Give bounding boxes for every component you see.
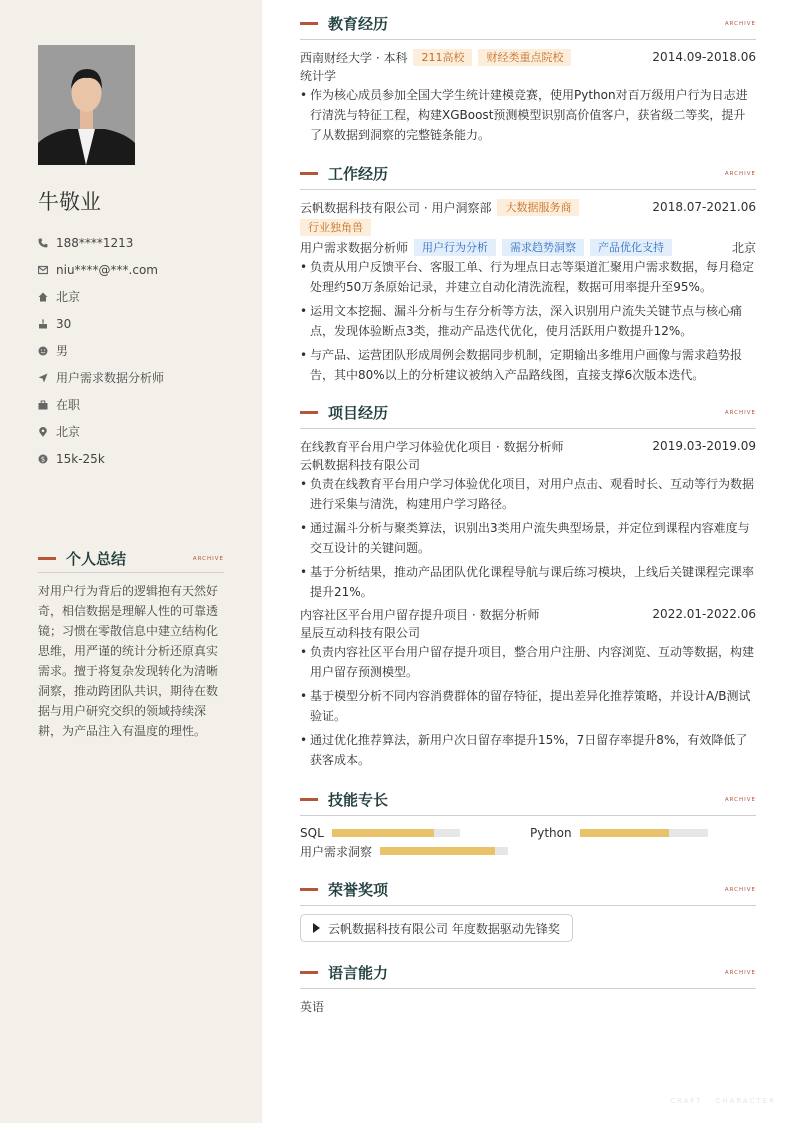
skill-level-fill <box>380 847 495 855</box>
work-section-header <box>300 158 756 190</box>
skill-bar <box>332 829 460 837</box>
education-entry <box>300 47 756 149</box>
home-row <box>38 283 164 310</box>
education-bullets <box>300 85 756 145</box>
play-icon <box>313 923 320 933</box>
projects-tag: ARCHIVE <box>724 409 756 416</box>
language-item: 英语 <box>300 1000 325 1014</box>
skill-level-fill <box>580 829 670 837</box>
role-badge: 用户行为分析 <box>414 239 496 256</box>
work-bullet: • 与产品、运营团队形成周例会数据同步机制，定期输出多维用户画像与需求趋势报告，其中80%以上的分析建议被纳入产品路线图，直接支撑6次版本迭代。 <box>300 345 756 385</box>
work-bullet: • 负责从用户反馈平台、客服工单、行为埋点日志等渠道汇聚用户需求数据，每月稳定处理约50万条原始记录，并建立自动化清洗流程，数据可用率提升至95%。 <box>300 257 756 297</box>
phone-value: 188****1213 <box>56 235 134 250</box>
watermark: CRAFT · CHARACTER <box>670 1097 776 1105</box>
skill-name: SQL <box>300 826 324 840</box>
work-bullet: • 运用文本挖掘、漏斗分析与生存分析等方法，深入识别用户流失关键节点与核心痛点，发现体验断点3类，推动产品迭代优化，使月活跃用户数提升12%。 <box>300 301 756 341</box>
awards-tag: ARCHIVE <box>724 886 756 893</box>
project-bullet: • 通过优化推荐算法，新用户次日留存率提升15%，7日留存率提升8%，有效降低了获客成本。 <box>300 730 756 770</box>
education-title: 教育经历 <box>328 15 389 33</box>
skill-item <box>530 825 708 841</box>
email-row <box>38 256 164 283</box>
section-accent-bar <box>300 411 318 414</box>
skill-name: Python <box>530 826 572 840</box>
education-section-header <box>300 8 756 40</box>
project-bullet: • 负责内容社区平台用户留存提升项目，整合用户注册、内容浏览、互动等数据，构建用户留存预测模型。 <box>300 642 756 682</box>
school-name: 西南财经大学 · 本科 <box>300 50 408 65</box>
status-value: 在职 <box>56 398 81 412</box>
project-name: 内容社区平台用户留存提升项目 · 数据分析师 <box>300 607 540 622</box>
project-bullet: • 负责在线教育平台用户学习体验优化项目，对用户点击、观看时长、互动等行为数据进行采集与清洗，构建用户学习路径。 <box>300 474 756 514</box>
skills-section-header <box>300 784 756 816</box>
section-accent-bar <box>300 22 318 25</box>
work-tag: ARCHIVE <box>724 170 756 177</box>
project-org: 云帆数据科技有限公司 <box>300 458 421 472</box>
project-name: 在线教育平台用户学习体验优化项目 · 数据分析师 <box>300 439 564 454</box>
section-accent-bar <box>300 172 318 175</box>
salary-icon <box>38 454 48 464</box>
awards-section-header <box>300 874 756 906</box>
skill-level-fill <box>332 829 434 837</box>
phone-icon <box>38 238 48 248</box>
position-row <box>38 364 164 391</box>
svg-text:$: $ <box>40 455 46 463</box>
project-bullet: • 基于模型分析不同内容消费群体的留存特征，提出差异化推荐策略，并设计A/B测试验证。 <box>300 686 756 726</box>
summary-tag: ARCHIVE <box>192 555 224 562</box>
major: 统计学 <box>300 69 337 83</box>
section-accent-bar <box>300 798 318 801</box>
work-bullets <box>300 257 756 385</box>
phone-row <box>38 229 164 256</box>
summary-title: 个人总结 <box>66 550 127 568</box>
skill-bar <box>380 847 508 855</box>
age-value: 30 <box>56 316 72 331</box>
email-icon <box>38 265 48 275</box>
awards-title: 荣誉奖项 <box>328 881 389 899</box>
salary-value: 15k-25k <box>56 451 105 466</box>
education-bullet: • 作为核心成员参加全国大学生统计建模竞赛，使用Python对百万级用户行为日志进行清洗与特征工程，构建XGBoost预测模型识别高价值客户，获省级二等奖，提升了从数据到洞察的完整链条能力。 <box>300 85 756 145</box>
project-org: 星辰互动科技有限公司 <box>300 626 421 640</box>
project-bullet: • 基于分析结果，推动产品团队优化课程导航与课后练习模块，上线后关键课程完课率提升21%。 <box>300 562 756 602</box>
company-name: 云帆数据科技有限公司 · 用户洞察部 <box>300 200 492 215</box>
award-item <box>300 914 573 942</box>
send-icon <box>38 373 48 383</box>
skill-item <box>300 825 460 841</box>
location-value: 北京 <box>56 425 81 439</box>
briefcase-icon <box>38 400 48 410</box>
project-date: 2019.03-2019.09 <box>652 439 756 453</box>
email-value: niu****@***.com <box>56 262 158 277</box>
skill-name: 用户需求洞察 <box>300 844 373 859</box>
section-accent-bar <box>300 971 318 974</box>
education-date: 2014.09-2018.06 <box>652 50 756 64</box>
company-badge: 大数据服务商 <box>497 199 579 216</box>
summary-text: 对用户行为背后的逻辑抱有天然好奇，相信数据是理解人性的可靠透镜；习惯在零散信息中建立结构化思维，用严谨的统计分析还原真实需求。擅于将复杂发现转化为清晰洞察，推动跨团队共识，期待在数据与用户研究交织的领域持续深耕，为产品注入有温度的理性。 <box>38 584 219 738</box>
summary-section-header <box>38 545 224 573</box>
job-role: 用户需求数据分析师 <box>300 240 409 255</box>
school-badge: 财经类重点院校 <box>478 49 571 66</box>
work-title: 工作经历 <box>328 165 389 183</box>
section-accent-bar <box>38 557 56 560</box>
skill-bar <box>580 829 708 837</box>
languages-title: 语言能力 <box>328 964 389 982</box>
company-badge: 行业独角兽 <box>300 219 371 236</box>
work-date: 2018.07-2021.06 <box>652 200 756 214</box>
skill-item <box>300 843 508 859</box>
projects-section-header <box>300 397 756 429</box>
school-badge: 211高校 <box>413 49 472 66</box>
role-badge: 需求趋势洞察 <box>502 239 584 256</box>
skills-tag: ARCHIVE <box>724 796 756 803</box>
section-accent-bar <box>300 888 318 891</box>
project-date: 2022.01-2022.06 <box>652 607 756 621</box>
contact-info <box>38 229 164 472</box>
location-row <box>38 418 164 445</box>
work-city: 北京 <box>731 240 756 255</box>
gender-row <box>38 337 164 364</box>
work-entry <box>300 197 756 389</box>
project-bullet: • 通过漏斗分析与聚类算法，识别出3类用户流失典型场景，并定位到课程内容难度与交互设计的关键问题。 <box>300 518 756 558</box>
age-row <box>38 310 164 337</box>
project-bullets <box>300 642 756 770</box>
languages-tag: ARCHIVE <box>724 969 756 976</box>
profile-photo <box>38 45 135 165</box>
projects-title: 项目经历 <box>328 404 389 422</box>
education-tag: ARCHIVE <box>724 20 756 27</box>
cake-icon <box>38 319 48 329</box>
home-icon <box>38 292 48 302</box>
skills-title: 技能专长 <box>328 791 389 809</box>
award-name: 云帆数据科技有限公司 年度数据驱动先锋奖 <box>328 921 560 936</box>
smile-icon <box>38 346 48 356</box>
gender-value: 男 <box>56 344 69 358</box>
project-bullets <box>300 474 756 602</box>
home-value: 北京 <box>56 290 81 304</box>
status-row <box>38 391 164 418</box>
project-entry <box>300 604 756 774</box>
position-value: 用户需求数据分析师 <box>56 371 165 385</box>
project-entry <box>300 436 756 606</box>
role-badge: 产品优化支持 <box>590 239 672 256</box>
location-icon <box>38 427 48 437</box>
salary-row <box>38 445 164 472</box>
candidate-name: 牛敬业 <box>38 190 101 214</box>
languages-section-header <box>300 957 756 989</box>
